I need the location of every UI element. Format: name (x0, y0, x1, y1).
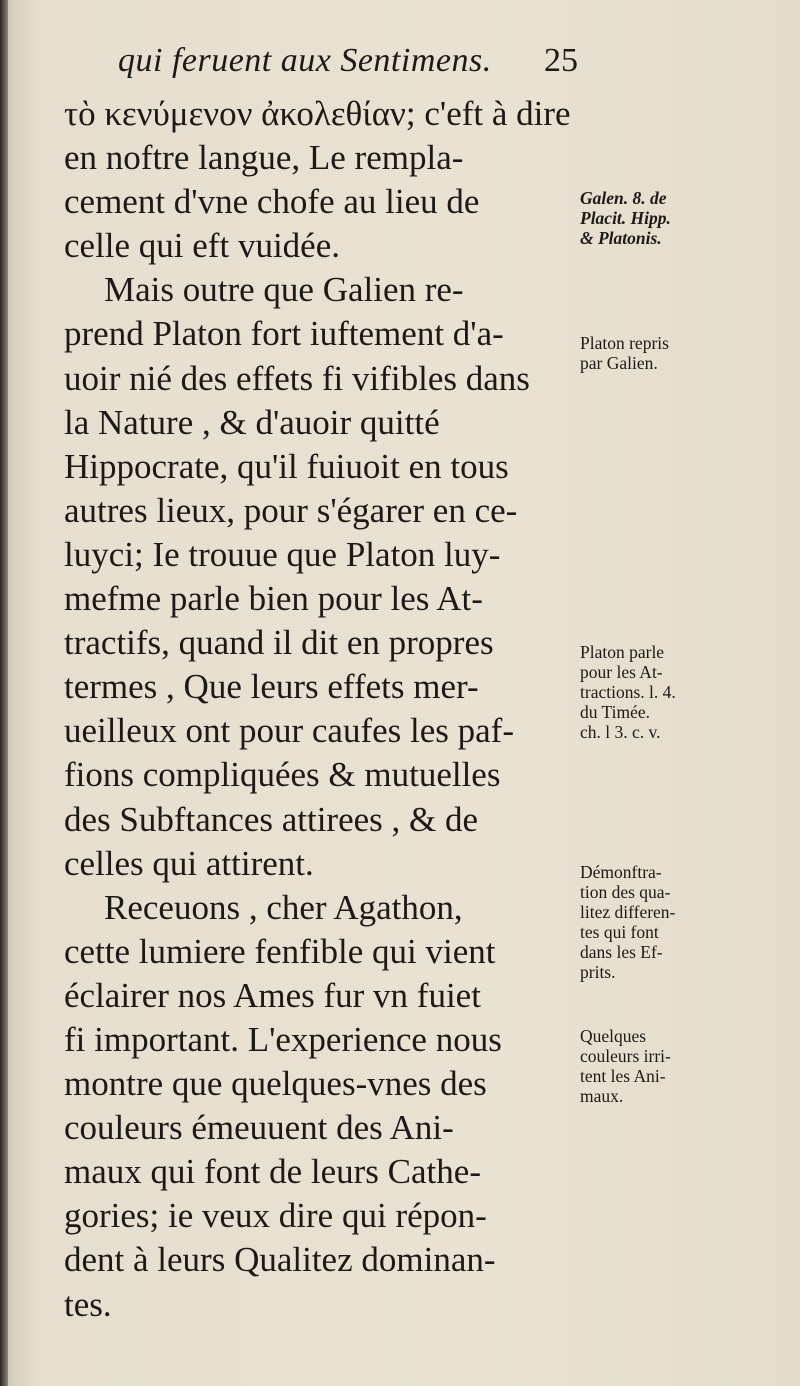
margin-note-demonstration (580, 862, 780, 982)
margin-note-line: litez differen- (580, 902, 676, 922)
margin-note-line: Platon parle (580, 642, 665, 662)
margin-note-line: tion des qua- (580, 882, 671, 902)
margin-note-line: tent les Ani- (580, 1066, 666, 1086)
text-line: Mais outre que Galien re- (104, 270, 464, 310)
text-line: uoir nié des effets fi vifibles dans (64, 358, 530, 398)
text-line: tractifs, quand il dit en propres (64, 623, 494, 663)
text-line: celles qui attirent. (64, 843, 314, 883)
margin-note-line: Démonftra- (580, 862, 662, 882)
margin-note-line: couleurs irri- (580, 1046, 671, 1066)
text-line: éclairer nos Ames fur vn fuiet (64, 975, 481, 1015)
margin-note-couleurs (580, 1026, 780, 1106)
text-line: Receuons , cher Agathon, (104, 887, 463, 927)
margin-note-line: & Platonis. (580, 228, 662, 248)
text-line: ueilleux ont pour caufes les paf- (64, 711, 514, 751)
text-line: autres lieux, pour s'égarer en ce- (64, 490, 518, 530)
margin-note-line: Quelques (580, 1026, 647, 1046)
text-line: montre que quelques-vnes des (64, 1064, 487, 1104)
margin-note-line: maux. (580, 1086, 624, 1106)
page-header (118, 42, 578, 90)
page-number: 25 (544, 42, 578, 79)
margin-note-line: par Galien. (580, 353, 658, 373)
text-line: mefme parle bien pour les At- (64, 579, 483, 619)
margin-note-galen-reference (580, 188, 780, 248)
margin-note-line: pour les At- (580, 662, 663, 682)
book-spine (0, 0, 8, 1386)
text-line: gories; ie veux dire qui répon- (64, 1196, 487, 1236)
text-line: maux qui font de leurs Cathe- (64, 1152, 481, 1192)
text-line: couleurs émeuuent des Ani- (64, 1108, 454, 1148)
running-head: qui feruent aux Sentimens. (118, 42, 492, 79)
text-line: τὸ κενύμενον ἀκολεθίαν; c'eft à dire (64, 94, 571, 133)
text-line: dent à leurs Qualitez dominan- (64, 1240, 496, 1280)
text-line: Hippocrate, qu'il fuiuoit en tous (64, 446, 509, 486)
text-line: fions compliquées & mutuelles (64, 755, 501, 795)
text-line: celle qui eft vuidée. (64, 226, 340, 266)
margin-note-line: dans les Ef- (580, 942, 663, 962)
margin-note-line: du Timée. (580, 702, 651, 722)
margin-note-line: Placit. Hipp. (580, 208, 671, 228)
text-line: prend Platon fort iuftement d'a- (64, 314, 504, 354)
margin-note-platon-repris (580, 333, 780, 373)
text-line: des Subftances attirees , & de (64, 799, 479, 839)
text-line: luyci; Ie trouue que Platon luy- (64, 534, 501, 574)
margin-note-platon-parle (580, 642, 780, 742)
text-line: cement d'vne chofe au lieu de (64, 182, 480, 222)
margin-note-line: Galen. 8. de (580, 188, 667, 208)
text-line: termes , Que leurs effets mer- (64, 667, 479, 707)
text-line: tes. (64, 1284, 112, 1324)
text-line: la Nature , & d'auoir quitté (64, 402, 440, 442)
text-line: fi important. L'experience nous (64, 1019, 502, 1059)
margin-note-line: prits. (580, 962, 616, 982)
margin-note-line: Platon repris (580, 333, 669, 353)
margin-note-line: ch. l 3. c. v. (580, 722, 661, 742)
body-text (64, 92, 574, 1327)
text-line: en noftre langue, Le rempla- (64, 138, 464, 178)
text-line: cette lumiere fenfible qui vient (64, 931, 496, 971)
margin-note-line: tes qui font (580, 922, 659, 942)
margin-note-line: tractions. l. 4. (580, 682, 676, 702)
